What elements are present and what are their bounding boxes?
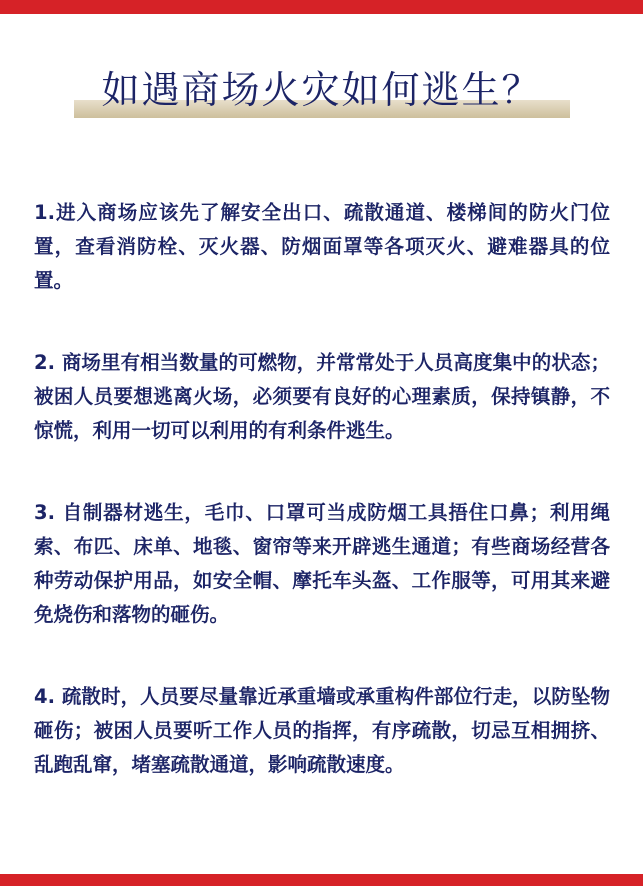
title-block — [70, 62, 573, 122]
content-body — [34, 196, 610, 830]
bottom-accent-bar — [0, 874, 643, 886]
page-title: 如遇商场火灾如何逃生？ — [101, 68, 542, 112]
paragraph-3: 3. 自制器材逃生，毛巾、口罩可当成防烟工具捂住口鼻；利用绳索、布匹、床单、地毯、窗帘等来开辟逃生通道；有些商场经营各种劳动保护用品，如安全帽、摩托车头盔、工作服等，可用其来避免烧伤和落物的砸伤。 — [34, 501, 610, 626]
paragraph-4: 4. 疏散时，人员要尽量靠近承重墙或承重构件部位行走，以防坠物砸伤；被困人员要听工作人员的指挥，有序疏散，切忌互相拥挤、乱跑乱窜，堵塞疏散通道，影响疏散速度。 — [34, 685, 610, 776]
paragraph-2: 2. 商场里有相当数量的可燃物，并常常处于人员高度集中的状态；被困人员要想逃离火场，必须要有良好的心理素质，保持镇静，不惊慌，利用一切可以利用的有利条件逃生。 — [34, 351, 610, 442]
top-accent-bar — [0, 0, 643, 14]
paragraph-1: 1.进入商场应该先了解安全出口、疏散通道、楼梯间的防火门位置，查看消防栓、灭火器、防烟面罩等各项灭火、避难器具的位置。 — [34, 201, 610, 292]
